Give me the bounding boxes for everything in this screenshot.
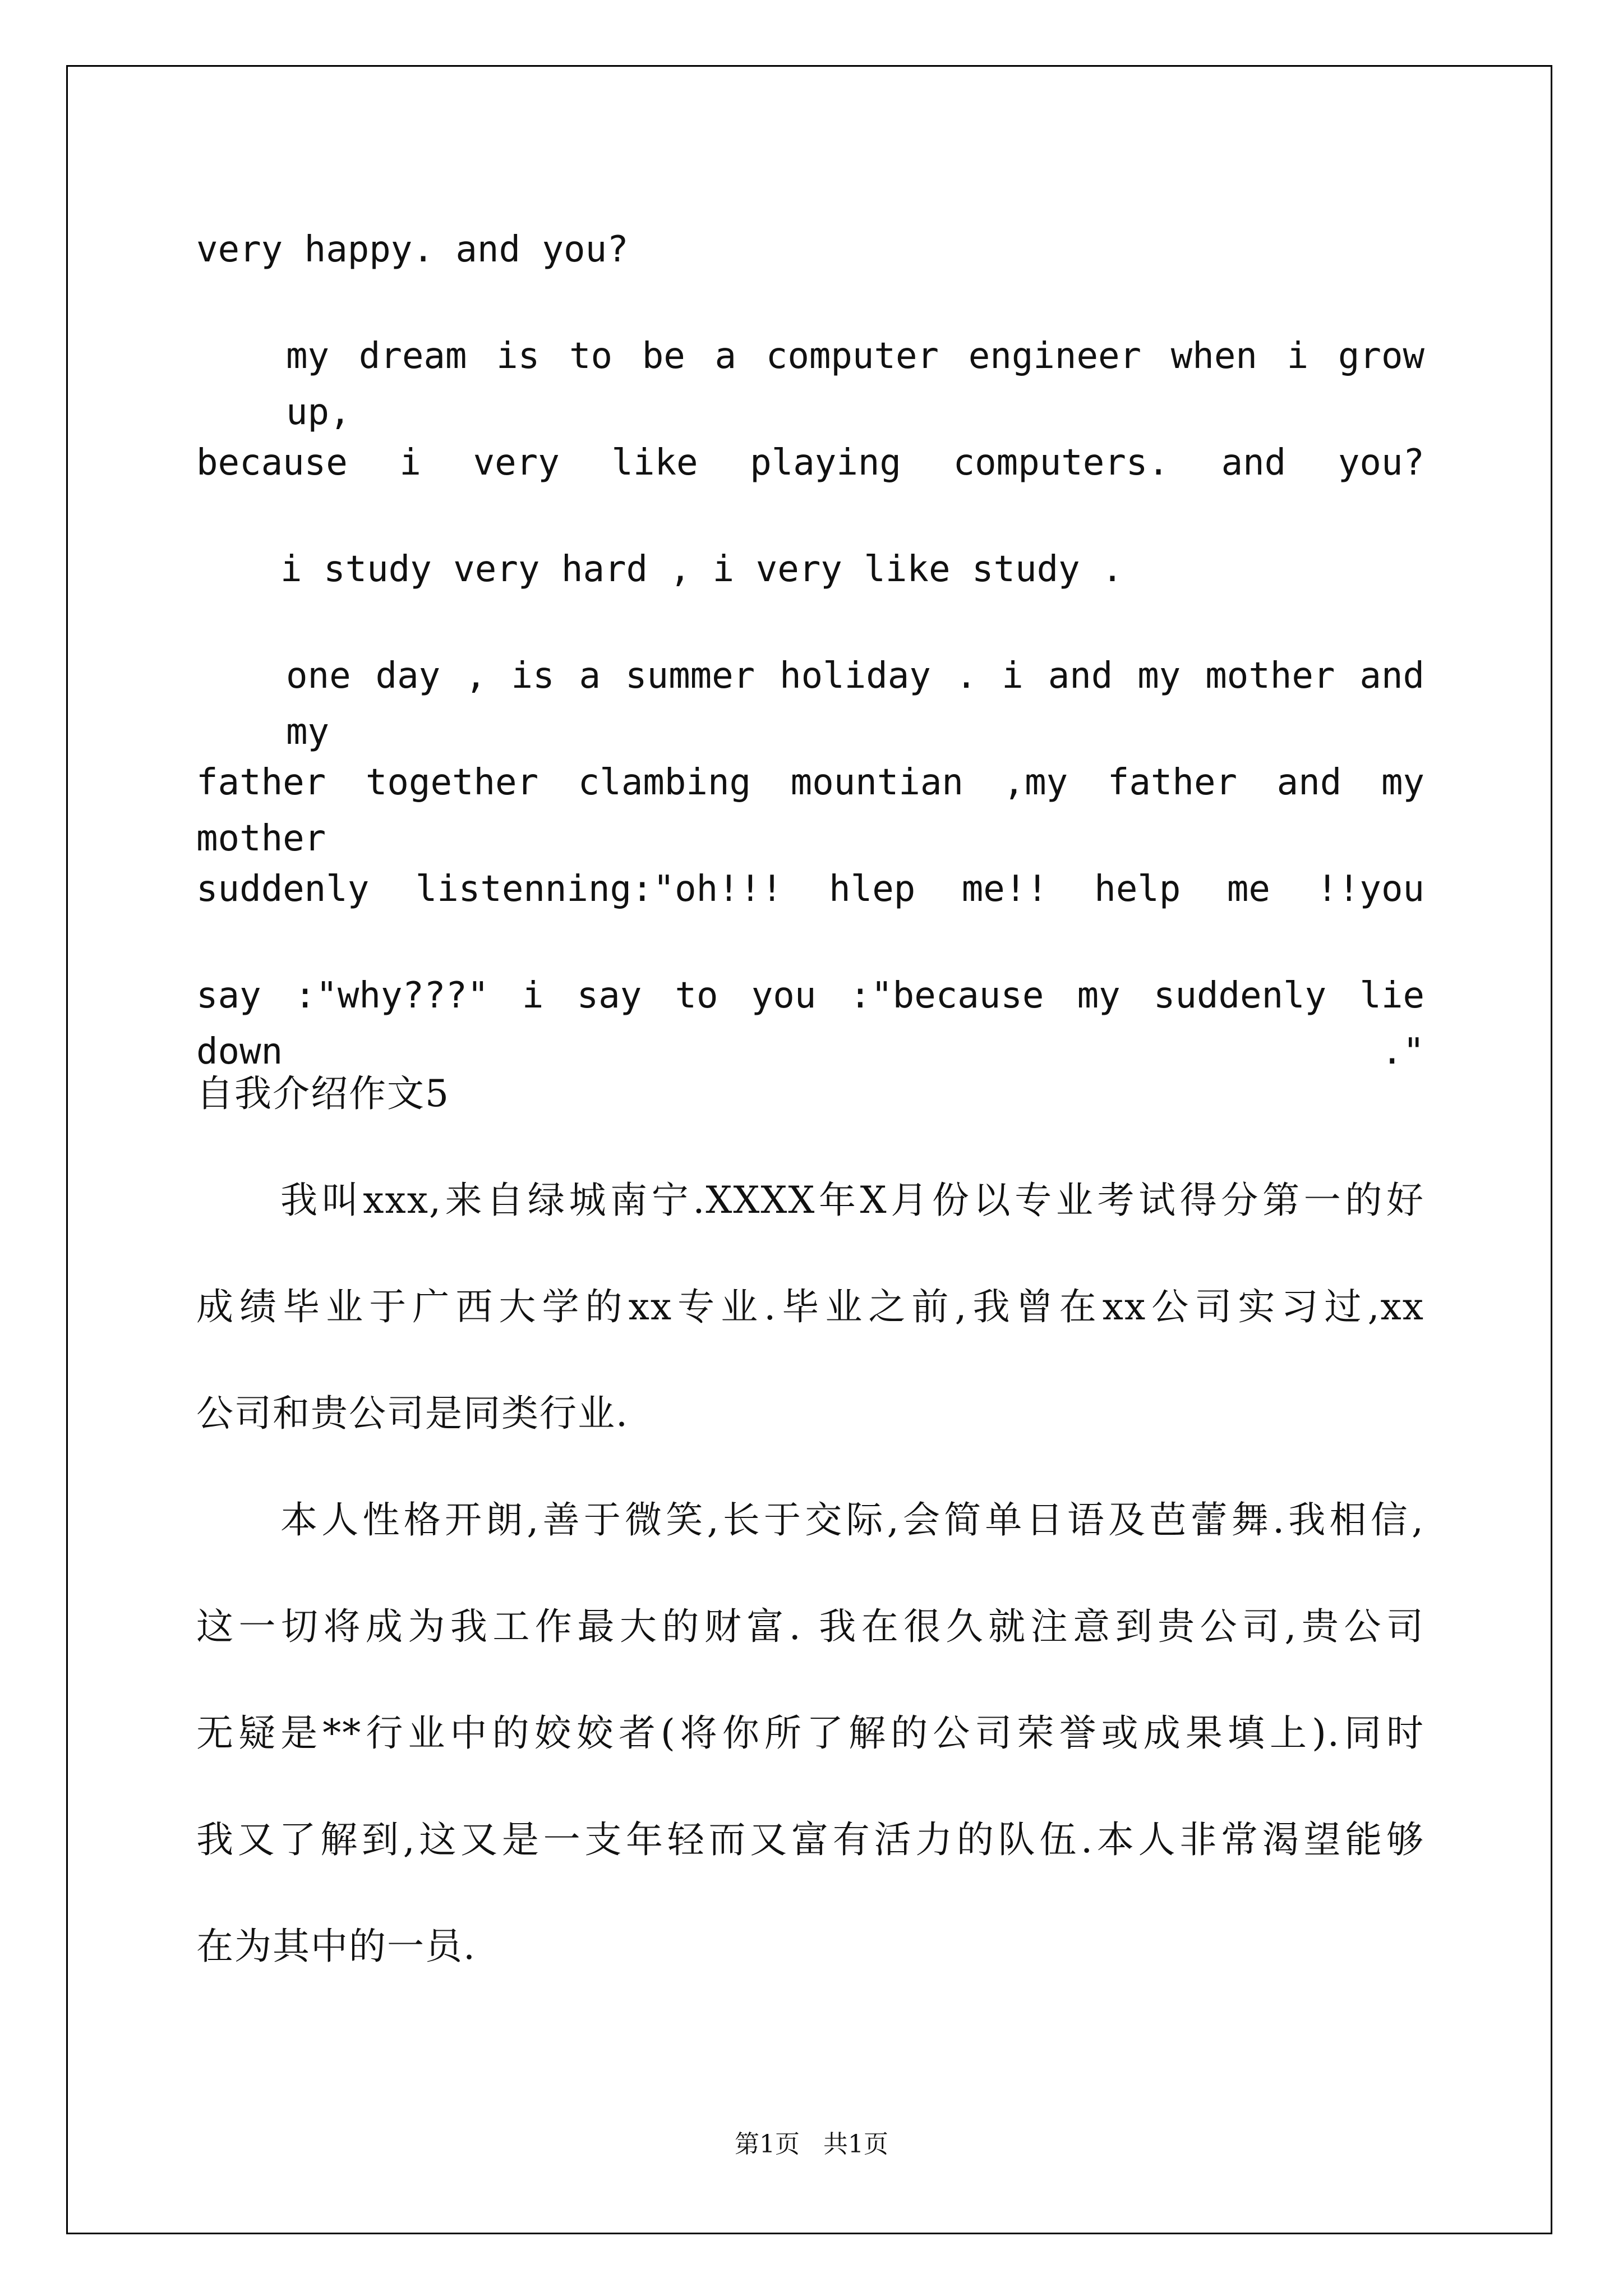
text-line: i study very hard , i very like study . (280, 549, 1123, 590)
text-line: 在为其中的一员. (196, 1925, 476, 1968)
text-line: 我又了解到,这又是一支年轻而又富有活力的队伍.本人非常渴望能够 (196, 1818, 1424, 1861)
text-line: 成绩毕业于广西大学的xx专业.毕业之前,我曾在xx公司实习过,xx (196, 1285, 1424, 1328)
text-line: one day , is a summer holiday . i and my mother and my (286, 655, 1424, 753)
text-line: 无疑是**行业中的姣姣者(将你所了解的公司荣誉或成果填上).同时 (196, 1711, 1424, 1755)
text-line: 我叫xxx,来自绿城南宁.XXXX年X月份以专业考试得分第一的好 (280, 1179, 1424, 1222)
text-line: say :"why???" i say to you :"because my suddenly lie down ." (196, 975, 1424, 1073)
section-heading: 自我介绍作文5 (196, 1072, 450, 1115)
text-line: 本人性格开朗,善于微笑,长于交际,会简单日语及芭蕾舞.我相信, (280, 1498, 1424, 1542)
text-line: 公司和贵公司是同类行业. (196, 1392, 629, 1435)
text-line: 这一切将成为我工作最大的财富. 我在很久就注意到贵公司,贵公司 (196, 1605, 1424, 1648)
text-line: very happy. and you? (196, 229, 629, 270)
page-footer: 第1页 共1页 (735, 2130, 888, 2159)
text-line: my dream is to be a computer engineer when i grow up, (286, 335, 1424, 433)
text-line: father together clambing mountian ,my father and my mother (196, 762, 1424, 859)
text-line: suddenly listenning:"oh!!! hlep me!! help me !!you (196, 868, 1424, 910)
text-line: because i very like playing computers. and you? (196, 442, 1424, 484)
